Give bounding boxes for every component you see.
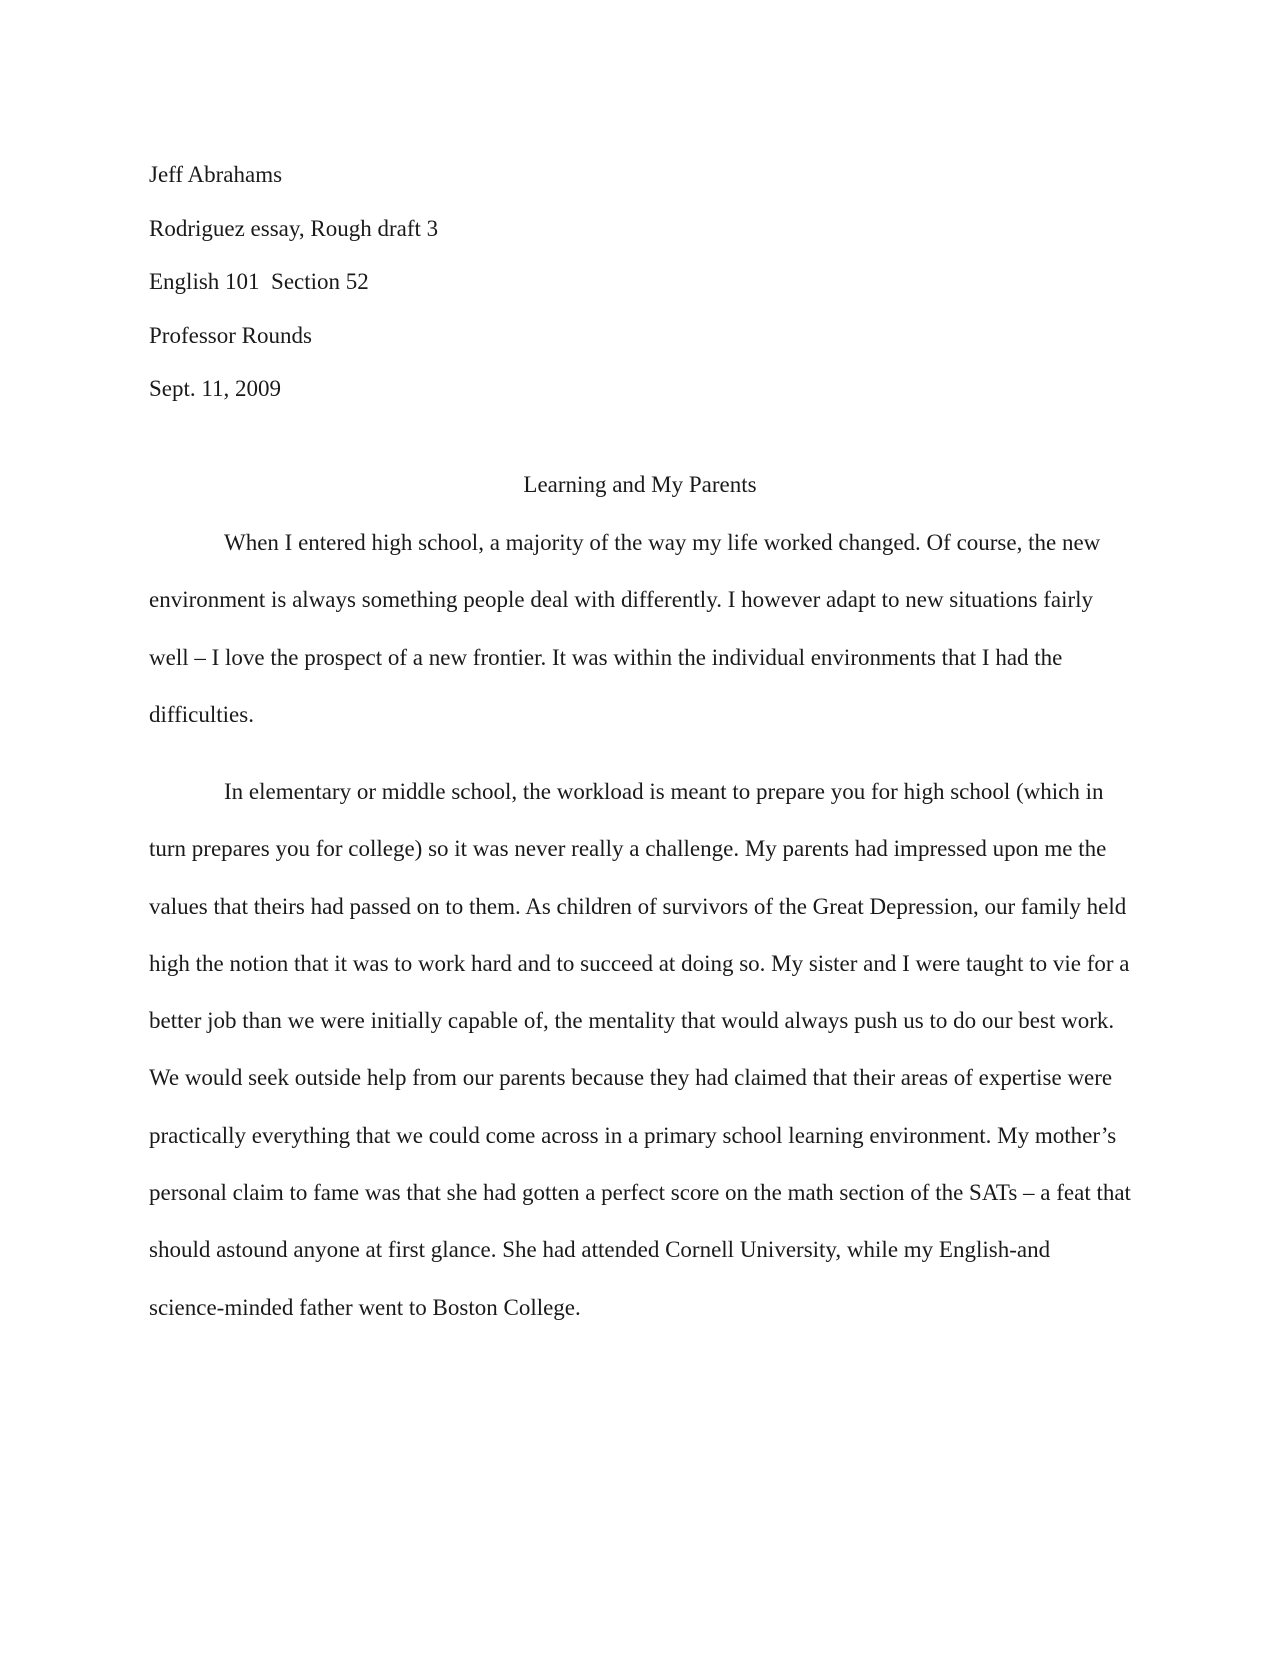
course-section: English 101 Section 52 (149, 269, 369, 294)
body-paragraph-2: In elementary or middle school, the workload is meant to prepare you for high school (which in turn prepares you for college) so it was never really a challenge. My parents had impressed upon me the values that theirs had passed on to them. As children of survivors of the Great Depression, our family held high the notion that it was to work hard and to succeed at doing so. My sister and I were taught to vie for a better job than we were initially capable of, the mentality that would always push us to do our best work. We would seek outside help from our parents because they had claimed that their areas of expertise were practically everything that we could come across in a primary school learning environment. My mother’s personal claim to fame was that she had gotten a perfect score on the math section of the SATs – a feat that should astound anyone at first glance. She had attended Cornell University, while my English-and science-minded father went to Boston College. (149, 779, 1131, 1320)
author-name: Jeff Abrahams (149, 162, 283, 187)
essay-title: Learning and My Parents (523, 472, 757, 497)
instructor-name: Professor Rounds (149, 322, 312, 348)
body-paragraph-1: When I entered high school, a majority of the way my life worked changed. Of course, the new environment is always something people deal with differently. I however adapt to new situations fairly well – I love the prospect of a new frontier. It was within the individual environments that I had the difficulties. (149, 530, 1101, 727)
essay-header (149, 148, 1129, 416)
assignment-title: Rodriguez essay, Rough draft 3 (149, 215, 439, 241)
essay-date: Sept. 11, 2009 (149, 376, 282, 401)
